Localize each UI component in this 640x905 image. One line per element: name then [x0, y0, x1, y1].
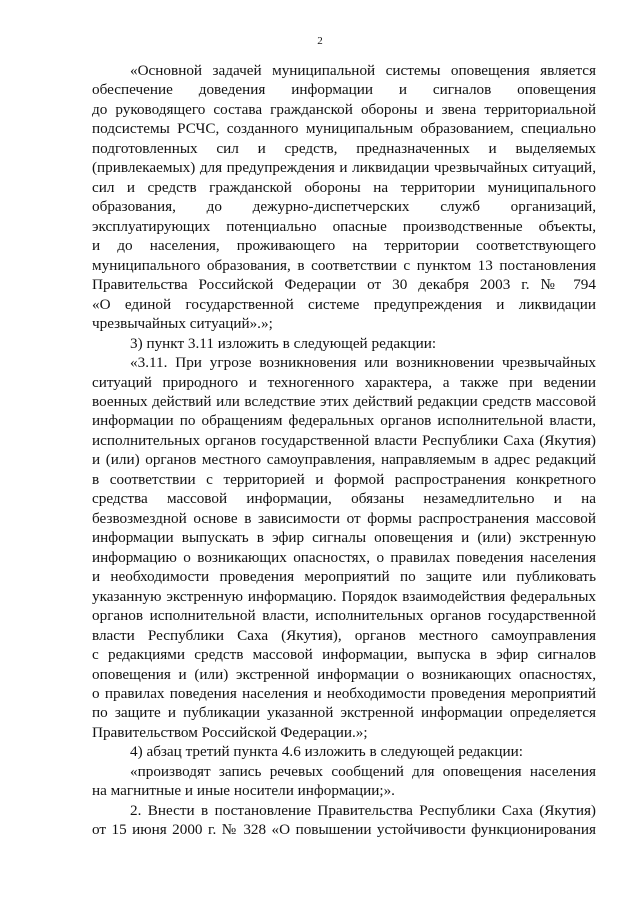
text-line: средства массовой информации, обязаны незамедлительно и на	[92, 490, 596, 508]
text-line: образования, до дежурно-диспетчерских служб организаций,	[92, 198, 596, 216]
text-line: подсистемы РСЧС, созданного муниципальным образованием, специально	[92, 120, 596, 138]
text-line: указанную экстренную информацию. Порядок взаимодействия федеральных	[92, 587, 596, 605]
text-line: по защите и публикации указанной экстренной информации определяется	[92, 704, 596, 722]
text-line: и необходимости проведения мероприятий по защите или публиковать	[92, 568, 596, 586]
text-line: информации по обращениям федеральных органов исполнительной власти,	[92, 412, 596, 430]
text-line: 3) пункт 3.11 изложить в следующей редакции:	[130, 334, 437, 352]
text-line: «3.11. При угрозе возникновения или возникновении чрезвычайных	[130, 354, 596, 372]
text-line: от 15 июня 2000 г. № 328 «О повышении устойчивости функционирования	[92, 821, 596, 839]
page-number: 2	[317, 35, 323, 47]
text-line: подготовленных сил и средств, предназначенных и выделяемых	[92, 139, 596, 157]
text-line: власти Республики Саха (Якутия), органов местного самоуправления	[92, 626, 596, 644]
text-line: о правилах поведения населения и необходимости проведения мероприятий	[92, 685, 596, 702]
text-line: «Основной задачей муниципальной системы оповещения является	[130, 62, 596, 79]
text-line: «О единой государственной системе предупреждения и ликвидации	[92, 295, 596, 313]
text-line: в соответствии с территорией и формой распространения конкретного	[92, 470, 596, 488]
text-line: органов исполнительной власти, исполнительных органов государственной	[92, 607, 596, 625]
text-line: эксплуатирующих потенциально опасные производственные объекты,	[92, 217, 596, 235]
text-line: и до населения, проживающего на территории соответствующего	[92, 237, 596, 255]
text-line: «производят запись речевых сообщений для оповещения населения	[130, 762, 596, 780]
text-line: муниципального образования, в соответствии с пунктом 13 постановления	[92, 256, 596, 274]
text-line: 2. Внести в постановление Правительства Республики Саха (Якутия)	[130, 801, 596, 819]
text-line: (привлекаемых) для предупреждения и ликвидации чрезвычайных ситуаций,	[92, 159, 596, 177]
text-line: безвозмездной основе в зависимости от формы распространения массовой	[92, 509, 596, 527]
text-line: исполнительных органов государственной власти Республики Саха (Якутия)	[92, 431, 596, 449]
text-line: военных действий или вследствие этих действий редакции средств массовой	[92, 392, 596, 410]
text-line: до руководящего состава гражданской обороны и звена территориальной	[92, 100, 596, 118]
text-line: чрезвычайных ситуаций».»;	[92, 315, 273, 333]
text-line: оповещения и (или) экстренной информации о возникающих опасностях,	[92, 665, 596, 683]
text-line: информацию о возникающих опасностях, о правилах поведения населения	[92, 548, 596, 566]
text-line: ситуаций природного и техногенного характера, а также при ведении	[92, 373, 596, 391]
text-line: сил и средств гражданской обороны на территории муниципального	[92, 178, 596, 196]
text-line: 4) абзац третий пункта 4.6 изложить в следующей редакции:	[130, 743, 523, 761]
text-line: обеспечение доведения информации и сигналов оповещения	[92, 81, 596, 99]
text-line: Правительства Российской Федерации от 30 декабря 2003 г. № 794	[92, 276, 596, 294]
document-body	[92, 61, 596, 840]
text-line: на магнитные и иные носители информации;».	[92, 782, 395, 800]
text-line: с редакциями средств массовой информации, выпуска в эфир сигналов	[92, 646, 596, 664]
text-line: и (или) органов местного самоуправления, направляемым в адрес редакций	[92, 451, 596, 469]
text-line: Правительством Российской Федерации.»;	[92, 723, 368, 741]
text-line: информации выпускать в эфир сигналы оповещения и (или) экстренную	[92, 529, 596, 547]
